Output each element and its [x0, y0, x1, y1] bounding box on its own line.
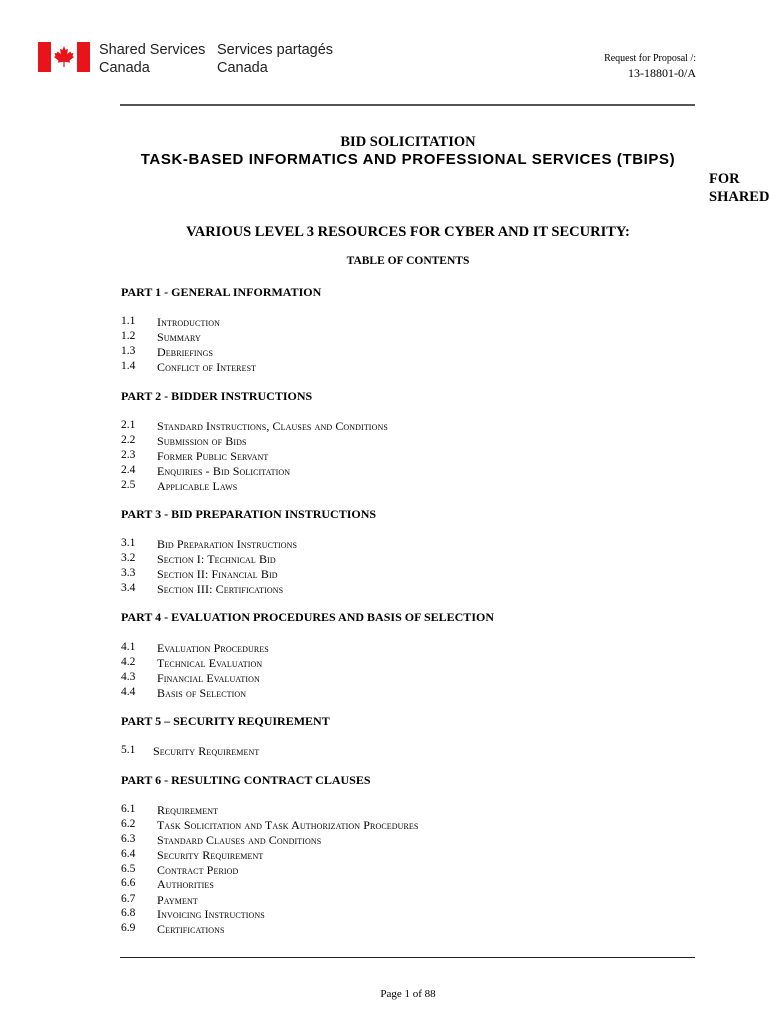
toc-part-6-heading: PART 6 - RESULTING CONTRACT CLAUSES — [121, 773, 371, 787]
rfp-number: 13-18801-0/A — [628, 66, 696, 80]
toc-part-4-heading: PART 4 - EVALUATION PROCEDURES AND BASIS OF SELECTION — [121, 610, 494, 624]
toc-part-3-heading: PART 3 - BID PREPARATION INSTRUCTIONS — [121, 507, 377, 521]
canada-flag-logo — [38, 42, 90, 72]
org-name-english: Shared Services Canada — [99, 42, 206, 76]
bid-solicitation-title: BID SOLICITATION — [340, 134, 476, 150]
footer-divider — [120, 957, 695, 958]
resources-title: VARIOUS LEVEL 3 RESOURCES FOR CYBER AND IT SECURITY: — [186, 224, 630, 240]
rfp-label: Request for Proposal /: — [604, 53, 696, 64]
table-of-contents-heading: TABLE OF CONTENTS — [346, 255, 470, 267]
tbips-title: TASK-BASED INFORMATICS AND PROFESSIONAL SERVICES (TBIPS) — [140, 151, 676, 168]
header-divider — [120, 104, 695, 106]
org-name-french: Services partagés Canada — [217, 42, 334, 76]
toc-part-1-heading: PART 1 - GENERAL INFORMATION — [121, 285, 322, 299]
toc-part-2-heading: PART 2 - BIDDER INSTRUCTIONS — [121, 389, 313, 403]
page-number: Page 1 of 88 — [380, 988, 436, 1000]
overflow-title-text: FOR SHARED — [709, 171, 770, 205]
toc-part-5-heading: PART 5 – SECURITY REQUIREMENT — [121, 714, 330, 728]
